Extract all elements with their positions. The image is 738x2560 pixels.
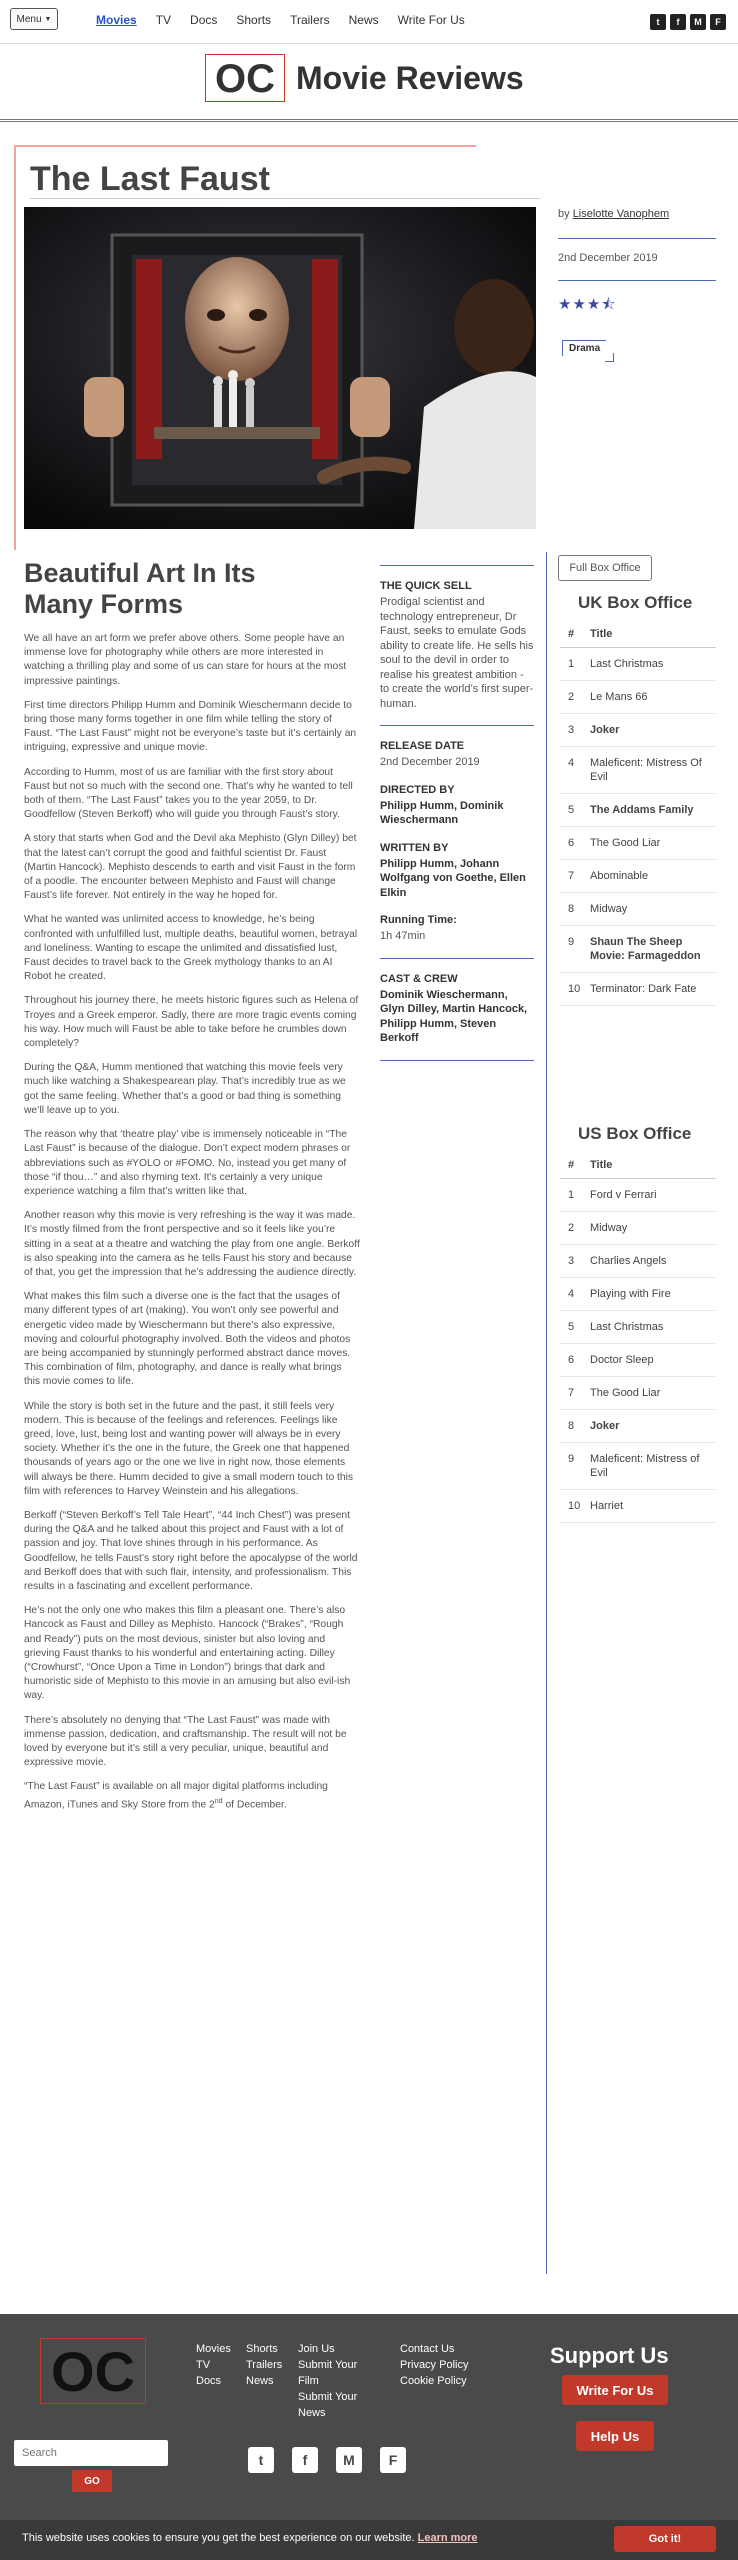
movie-title: Abominable — [590, 870, 649, 882]
us-rows — [560, 1179, 716, 1523]
menu-label: Menu — [16, 13, 42, 25]
ordinal-suffix: nd — [214, 1797, 223, 1805]
footer-link-movies[interactable]: Movies — [196, 2343, 231, 2355]
nav-link-movies[interactable]: Movies — [96, 13, 137, 27]
medium-icon[interactable]: M — [336, 2447, 362, 2473]
article-paragraph: Another reason why this movie is very refreshing is the way it was made. It’s mostly filmed from the front perspective and so it feels like you’re sitting in a seat at a theatre and watching the play from one angle. Berkoff is also speaking into the camera as he tells Faust his story and because of that, you get the impression that he’s addressing the audience directly. — [24, 1210, 360, 1278]
table-header — [560, 622, 716, 648]
movie-title[interactable]: The Addams Family — [590, 804, 694, 816]
menu-button[interactable] — [10, 8, 58, 30]
table-row — [560, 893, 716, 926]
rank-number: 5 — [568, 804, 575, 816]
flipboard-icon[interactable]: F — [380, 2447, 406, 2473]
full-box-office-button[interactable]: Full Box Office — [558, 555, 652, 581]
star-rating: ★★★⯪ — [558, 296, 617, 313]
rank-number: 1 — [568, 658, 575, 670]
nav-link-write-for-us[interactable]: Write For Us — [397, 13, 465, 27]
uk-box-office-table — [560, 622, 716, 1006]
accent-rule-top — [14, 145, 476, 147]
rank-number: 2 — [568, 1222, 575, 1234]
movie-title: Ford v Ferrari — [590, 1189, 657, 1201]
info-divider — [380, 1060, 534, 1061]
cookie-learn-more-link[interactable]: Learn more — [417, 2532, 478, 2544]
support-title: Support Us — [550, 2343, 669, 2368]
movie-title[interactable]: Joker — [590, 1420, 620, 1432]
caret-down-icon: ▼ — [44, 15, 52, 23]
medium-icon[interactable]: M — [690, 14, 706, 30]
col-title-header: Title — [590, 628, 613, 640]
movie-title: Maleficent: Mistress Of Evil — [590, 757, 702, 783]
written-by-label: WRITTEN BY — [380, 841, 449, 854]
rank-number: 2 — [568, 691, 575, 703]
article-paragraph: What he wanted was unlimited access to knowledge, he’s being confronted with unfulfilled lust, multiple deaths, beautiful women, betrayal and loneliness. Wanting to escape the unlimited and dissatisfied lust, Faust decides to travel back to the Greek mythology thanks to an AI Robot he created. — [24, 914, 358, 983]
rank-number: 4 — [568, 1288, 575, 1300]
col-title-header: Title — [590, 1159, 613, 1171]
footer-link-docs[interactable]: Docs — [196, 2375, 222, 2387]
rank-number: 6 — [568, 837, 575, 849]
movie-title: Terminator: Dark Fate — [590, 983, 697, 995]
footer-logo[interactable]: OC — [40, 2338, 146, 2404]
footer-col-3 — [298, 2341, 378, 2421]
facebook-icon[interactable]: f — [292, 2447, 318, 2473]
rank-number: 10 — [568, 983, 581, 995]
rank-number: 7 — [568, 1387, 575, 1399]
release-date-value: 2nd December 2019 — [380, 756, 480, 768]
meta-divider — [558, 238, 716, 239]
movie-title: Charlies Angels — [590, 1255, 667, 1267]
uk-box-office-title: UK Box Office — [578, 593, 693, 612]
article-title: The Last Faust — [30, 160, 270, 198]
accent-rule-left — [14, 145, 16, 550]
rank-number: 3 — [568, 724, 575, 736]
twitter-icon[interactable]: t — [248, 2447, 274, 2473]
rank-number: 5 — [568, 1321, 575, 1333]
movie-title: Doctor Sleep — [590, 1354, 654, 1366]
table-row — [560, 681, 716, 714]
meta-divider — [558, 280, 716, 281]
table-row — [560, 1311, 716, 1344]
availability-text-end: of December. — [222, 1799, 287, 1811]
table-row — [560, 1443, 716, 1490]
table-row — [560, 827, 716, 860]
cast-crew-label: CAST & CREW — [380, 972, 458, 985]
footer-col-2 — [246, 2341, 282, 2389]
nav-link-docs[interactable]: Docs — [190, 13, 218, 27]
footer-social — [248, 2447, 406, 2473]
author-prefix: by — [558, 208, 570, 220]
hero-image — [24, 207, 536, 529]
author-byline — [558, 208, 669, 220]
rank-number: 3 — [568, 1255, 575, 1267]
article-paragraph: According to Humm, most of us are familiar with the first story about Faust but not so much with the second one. That’s why he wanted to tell both of them. “The Last Faust” takes you to the year 2059, to Dr. Goodfellow (Steven Berkoff) who will guide you through Faust’s story. — [24, 766, 353, 821]
nav-links — [96, 13, 465, 27]
article-paragraph: During the Q&A, Humm mentioned that watching this movie feels very much like watching a Shakespearean play. That’s incredibly true as we got the same feeling. Whether that’s a good or bad thing is something we’ll leave up to you. — [24, 1062, 346, 1116]
rank-number: 7 — [568, 870, 575, 882]
footer-link-shorts[interactable]: Shorts — [246, 2343, 278, 2355]
table-row — [560, 1490, 716, 1523]
rank-number: 6 — [568, 1354, 575, 1366]
rank-number: 8 — [568, 1420, 575, 1432]
rank-number: 9 — [568, 936, 575, 948]
nav-link-news[interactable]: News — [348, 13, 379, 27]
rank-number: 9 — [568, 1453, 575, 1465]
nav-link-shorts[interactable]: Shorts — [236, 13, 272, 27]
quick-sell-label: THE QUICK SELL — [380, 580, 472, 592]
directed-by-label: DIRECTED BY — [380, 783, 455, 796]
article-paragraph: We all have an art form we prefer above others. Some people have an immense love for photography while others are more interested in watching a thrilling play and some of us can stare for hours at the most impressive paintings. — [24, 633, 347, 687]
table-row — [560, 747, 716, 794]
article-subtitle: Beautiful Art In Its Many Forms — [24, 558, 256, 619]
search-go-button[interactable]: GO — [72, 2470, 112, 2492]
hero-illustration — [24, 207, 536, 529]
table-row — [560, 714, 716, 747]
footer-search-input[interactable] — [14, 2440, 168, 2466]
article-paragraph: Berkoff (“Steven Berkoff’s Tell Tale Heart”, “44 Inch Chest”) was present during the Q&A and he talked about this project and Faust with a lot of passion and joy. That love shines through in his performance. As Goodfellow, he tells Faust’s story right before the apocalypse of the world and Berkoff does that with such flair, intensity, and professionalism. This results in a fascinating and excellent performance. — [24, 1509, 358, 1592]
help-us-button[interactable]: Help Us — [576, 2421, 654, 2451]
nav-link-tv[interactable]: TV — [155, 13, 172, 27]
col-num-header: # — [568, 1159, 575, 1171]
movie-title: The Good Liar — [590, 837, 661, 849]
table-row — [560, 1410, 716, 1443]
site-logo[interactable]: OC — [205, 54, 285, 102]
article-paragraph: He’s not the only one who makes this film a pleasant one. There’s also Hancock as Faust and Dilley as Mephisto. Hancock (“Brakes”, “Rough and Ready”) puts on the most devious, sinister but also loving and grieving Faust thanks to his wonderful and entertaining acting. Dilley (“Crowhurst”, “Once Upon a Time in London”) brings that dark and humoristic side of Mephisto to this movie in an amusing but also evil-ish way. — [24, 1605, 351, 1702]
twitter-icon[interactable]: t — [650, 14, 666, 30]
movie-title: Midway — [590, 1222, 628, 1234]
col-num-header: # — [568, 628, 575, 640]
site-name[interactable]: Movie Reviews — [296, 60, 524, 96]
article-paragraph: First time directors Philipp Humm and Dominik Wieschermann decide to bring those many forms together in one film while telling the story of Faust. “The Last Faust” might not be everyone’s taste but it’s certainly an intriguing, expressive and unique movie. — [24, 699, 357, 754]
footer-link-trailers[interactable]: Trailers — [246, 2359, 283, 2371]
site-header — [0, 44, 738, 122]
footer-link-contact[interactable]: Contact Us — [400, 2343, 455, 2355]
running-time-value: 1h 47min — [380, 930, 426, 942]
table-row — [560, 1179, 716, 1212]
uk-rows — [560, 648, 716, 1006]
article-paragraph: The reason why that ‘theatre play’ vibe is immensely noticeable in “The Last Faust” is because of the dialogue. Don’t expect modern phrases or abbreviations such as #YOLO or #FOMO. No, instead you get many of those “if thou…” and also rhyming text. It’s certainly a very unique experience watching a film that’s written like that. — [24, 1129, 351, 1197]
article-paragraph: A story that starts when God and the Devil aka Mephisto (Glyn Dilley) bet that the latest can’t corrupt the good and faithful scientist Dr. Faust (Martin Hancock). Mephisto descends to earth and visit Faust in the form of a poodle. The encounter between Mephisto and Faust will change Faust’s life forever. Not entirely in the way he hoped for. — [24, 833, 357, 902]
flipboard-icon[interactable]: F — [710, 14, 726, 30]
cookie-message — [22, 2532, 478, 2544]
author-link[interactable]: Liselotte Vanophem — [572, 208, 670, 220]
footer-link-tv[interactable]: TV — [196, 2359, 211, 2371]
article-paragraph: Throughout his journey there, he meets historic figures such as Helena of Troyes and a Greek emperor. Sadly, there are more tragic events coming his way. How much will Faust be able to take before he crumbles down completely? — [24, 995, 359, 1050]
table-row — [560, 1278, 716, 1311]
article-paragraph: There’s absolutely no denying that “The Last Faust” was made with immense passion, dedication, and craftsmanship. The result will not be loved by everyone but it’s still a very peculiar, unique, beautiful and expressive movie. — [24, 1714, 347, 1769]
movie-title: Midway — [590, 903, 628, 915]
movie-title: Last Christmas — [590, 1321, 664, 1333]
rank-number: 4 — [568, 757, 575, 769]
table-row — [560, 1245, 716, 1278]
table-header — [560, 1153, 716, 1179]
publish-date: 2nd December 2019 — [558, 252, 658, 264]
written-by-value: Philipp Humm, Johann Wolfgang von Goethe, Ellen Elkin — [380, 857, 526, 899]
rank-number: 10 — [568, 1500, 581, 1512]
us-box-office-table — [560, 1153, 716, 1523]
quick-sell-text: Prodigal scientist and technology entrepreneur, Dr Faust, seeks to emulate Gods ability to create life. He sells his soul to the devil in order to realise his greatest ambition - to create the world’s first super-human. — [380, 596, 534, 710]
movie-title: Playing with Fire — [590, 1288, 671, 1300]
table-row — [560, 794, 716, 827]
nav-link-trailers[interactable]: Trailers — [290, 13, 330, 27]
top-nav — [0, 0, 738, 44]
footer-col-1 — [196, 2341, 231, 2389]
table-row — [560, 926, 716, 973]
movie-title: Harriet — [590, 1500, 624, 1512]
article-paragraph: While the story is both set in the future and the past, it still feels very modern. This is because of the feelings and references. Feelings like greed, love, lust, being lost and wanting power will always be in every society. Whether it’s the one in the future, the Greek one that happened thousands of years ago or the one we live in right now, those elements will always be there. Humm decided to give a small modern touch to this film with references to Harvey Weinstein and his allegations. — [24, 1400, 354, 1497]
write-for-us-button[interactable]: Write For Us — [562, 2375, 668, 2405]
film-info — [380, 565, 534, 1061]
movie-title: Le Mans 66 — [590, 691, 648, 703]
cookie-text: This website uses cookies to ensure you get the best experience on our website. — [22, 2532, 415, 2544]
info-divider — [380, 958, 534, 959]
footer-link-cookie[interactable]: Cookie Policy — [400, 2375, 467, 2387]
movie-title: Maleficent: Mistress of Evil — [590, 1453, 700, 1479]
directed-by-value: Philipp Humm, Dominik Wieschermann — [380, 799, 504, 826]
cookie-accept-button[interactable]: Got it! — [614, 2526, 716, 2552]
table-row — [560, 973, 716, 1006]
running-time-label: Running Time: — [380, 914, 457, 926]
sidebar-divider — [546, 552, 547, 2274]
footer-link-submit-film[interactable]: Submit Your Film — [298, 2359, 358, 2387]
table-row — [560, 860, 716, 893]
title-divider — [30, 198, 540, 199]
movie-title[interactable]: Joker — [590, 724, 620, 736]
info-divider — [380, 725, 534, 726]
us-box-office-title: US Box Office — [578, 1124, 692, 1143]
table-row — [560, 1344, 716, 1377]
availability-paragraph — [24, 1780, 360, 1812]
footer-link-join-us[interactable]: Join Us — [298, 2343, 335, 2355]
movie-title: The Good Liar — [590, 1387, 661, 1399]
footer-link-news[interactable]: News — [246, 2375, 274, 2387]
genre-tag[interactable]: Drama — [562, 340, 606, 356]
facebook-icon[interactable]: f — [670, 14, 686, 30]
table-row — [560, 1377, 716, 1410]
rank-number: 8 — [568, 903, 575, 915]
footer-link-privacy[interactable]: Privacy Policy — [400, 2359, 469, 2371]
footer-col-4 — [400, 2341, 468, 2389]
footer-link-submit-news[interactable]: Submit Your News — [298, 2391, 358, 2419]
release-date-label: RELEASE DATE — [380, 740, 465, 752]
article-paragraph: What makes this film such a diverse one is the fact that the usages of many different types of art (making). You won’t only see powerful and energetic video made by Wieschermann but there’s also expressive, moving and colourful photography involved. Both the videos and photos are being accompanied by stunningly performed abstract dance moves. This combination of film, photography, and dance is really what brings this movie comes to life. — [24, 1291, 351, 1388]
table-row — [560, 648, 716, 681]
availability-text: “The Last Faust” is available on all major digital platforms including Amazon, iTunes and Sky Store from the 2 — [24, 1781, 328, 1811]
movie-title: Last Christmas — [590, 658, 664, 670]
article-body — [24, 632, 360, 1822]
cast-crew-value: Dominik Wieschermann, Glyn Dilley, Martin Hancock, Philipp Humm, Steven Berkoff — [380, 988, 528, 1044]
social-links-top — [650, 14, 726, 30]
rank-number: 1 — [568, 1189, 575, 1201]
movie-title[interactable]: Shaun The Sheep Movie: Farmageddon — [590, 936, 701, 962]
table-row — [560, 1212, 716, 1245]
